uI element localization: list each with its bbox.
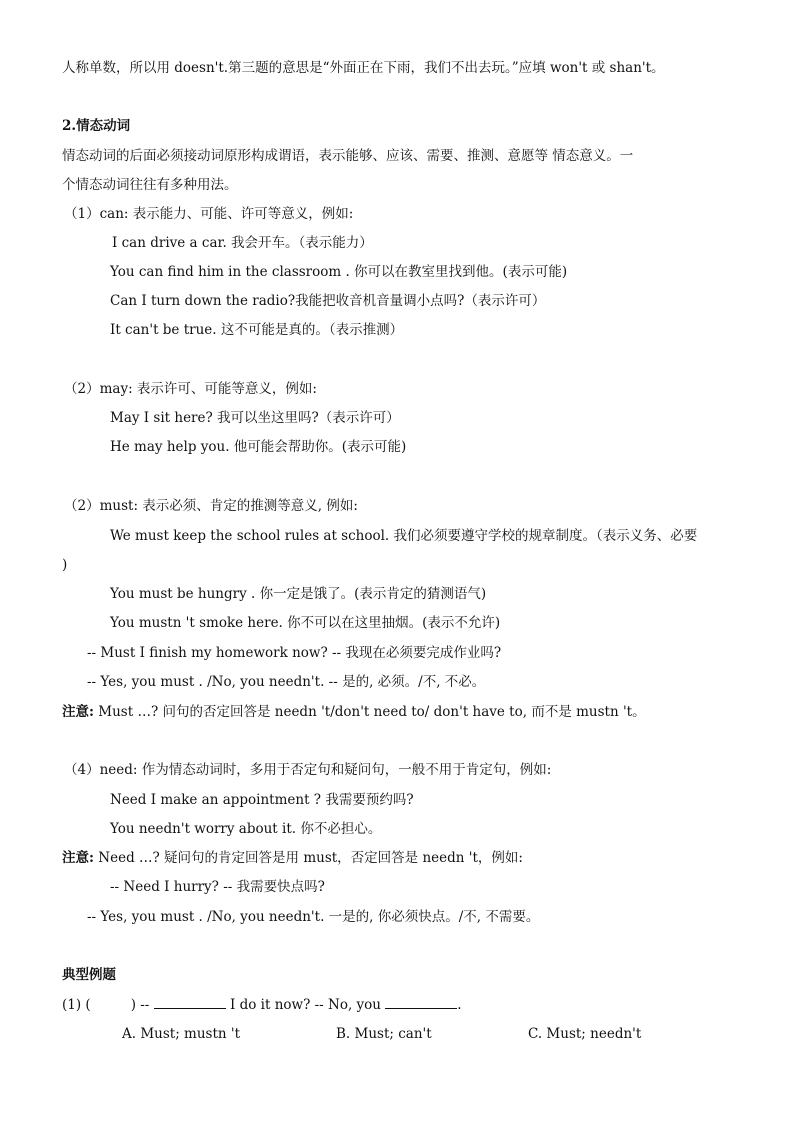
question-close: ) -- bbox=[130, 997, 150, 1013]
option-c: C. Must; needn't bbox=[528, 1026, 642, 1042]
note-label: 注意: bbox=[62, 704, 94, 720]
line-need-dialog-a: -- Yes, you must . /No, you needn't. 一是的, 你必须快点。/不, 不需要。 bbox=[87, 909, 540, 925]
question-mid: I do it now? -- No, you bbox=[229, 997, 381, 1013]
line-must-ex2: You must be hungry . 你一定是饿了。(表示肯定的猜测语气) bbox=[110, 586, 487, 602]
line-must-ex3: You mustn 't smoke here. 你不可以在这里抽烟。(表示不允许) bbox=[110, 615, 501, 631]
line-can-ex3: Can I turn down the radio?我能把收音机音量调小点吗?（表示许可） bbox=[110, 293, 546, 309]
line-can-title: （1）can: 表示能力、可能、许可等意义，例如: bbox=[64, 206, 354, 222]
line-must-ex1-cont: ) bbox=[62, 557, 68, 573]
examples-heading: 典型例题 bbox=[62, 967, 116, 983]
line-may-title: （2）may: 表示许可、可能等意义，例如: bbox=[64, 381, 317, 397]
line-must-title: （2）must: 表示必须、肯定的推测等意义, 例如: bbox=[64, 498, 358, 514]
question-number: (1) ( bbox=[62, 997, 91, 1013]
line-need-title: （4）need: 作为情态动词时，多用于否定句和疑问句，一般不用于肯定句，例如: bbox=[64, 762, 552, 778]
line-intro: 人称单数，所以用 doesn't.第三题的意思是“外面正在下雨，我们不出去玩。”应填 won't 或 shan't。 bbox=[62, 60, 665, 76]
option-b: B. Must; can't bbox=[336, 1026, 432, 1042]
line-can-ex1: I can drive a car. 我会开车。（表示能力） bbox=[112, 235, 373, 251]
line-must-note bbox=[62, 703, 646, 721]
line-may-ex1: May I sit here? 我可以坐这里吗?（表示许可） bbox=[110, 410, 400, 426]
line-need-note bbox=[62, 849, 523, 867]
line-must-dialog-q: -- Must I finish my homework now? -- 我现在必须要完成作业吗? bbox=[87, 645, 502, 661]
option-a: A. Must; mustn 't bbox=[122, 1026, 241, 1042]
line-need-dialog-q: -- Need I hurry? -- 我需要快点吗? bbox=[110, 879, 325, 895]
line-modal-desc-1: 情态动词的后面必须接动词原形构成谓语，表示能够、应该、需要、推测、意愿等 情态意义。一 bbox=[62, 148, 634, 164]
line-can-ex4: It can't be true. 这不可能是真的。（表示推测） bbox=[110, 322, 404, 338]
note-text: Must …? 问句的否定回答是 needn 't/don't need to/ don't have to, 而不是 mustn 't。 bbox=[98, 704, 646, 720]
answer-blank-2[interactable] bbox=[385, 996, 457, 1009]
note-label: 注意: bbox=[62, 850, 94, 866]
line-can-ex2: You can find him in the classroom . 你可以在教室里找到他。(表示可能) bbox=[110, 264, 568, 280]
answer-blank-1[interactable] bbox=[154, 996, 226, 1009]
section-heading: 2.情态动词 bbox=[62, 118, 131, 134]
question-end: . bbox=[457, 997, 462, 1013]
line-must-dialog-a: -- Yes, you must . /No, you needn't. -- 是的, 必须。/不, 不必。 bbox=[87, 674, 486, 690]
line-need-ex2: You needn't worry about it. 你不必担心。 bbox=[110, 821, 382, 837]
note-text: Need …? 疑问句的肯定回答是用 must，否定回答是 needn 't，例如: bbox=[98, 850, 523, 866]
line-need-ex1: Need I make an appointment ? 我需要预约吗? bbox=[110, 792, 414, 808]
line-must-ex1: We must keep the school rules at school. 我们必须要遵守学校的规章制度。（表示义务、必要 bbox=[110, 528, 698, 544]
line-may-ex2: He may help you. 他可能会帮助你。(表示可能) bbox=[110, 439, 407, 455]
line-modal-desc-2: 个情态动词往往有多种用法。 bbox=[62, 177, 238, 193]
question-1 bbox=[62, 996, 462, 1014]
